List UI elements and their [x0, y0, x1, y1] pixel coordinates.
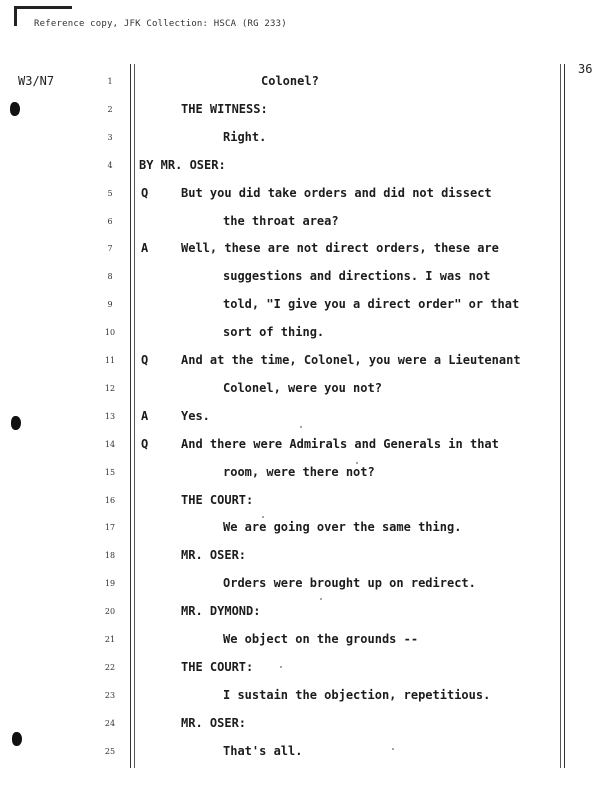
page-number: 36 [578, 62, 593, 76]
question-marker: Q [141, 185, 149, 200]
line-number: 23 [104, 690, 116, 700]
line-text: THE WITNESS: [181, 101, 268, 116]
scan-speck [262, 516, 264, 518]
line-number: 7 [107, 244, 113, 254]
line-text: BY MR. OSER: [139, 157, 226, 172]
line-text: That's all. [223, 743, 303, 758]
answer-marker: A [141, 241, 149, 256]
line-text: Colonel, were you not? [223, 380, 382, 395]
line-text: But you did take orders and did not dissect [181, 185, 492, 200]
line-number: 3 [107, 132, 113, 142]
scan-speck [280, 666, 282, 668]
crop-mark-horizontal [14, 6, 72, 9]
line-text: sort of thing. [223, 325, 325, 340]
line-text: I sustain the objection, repetitious. [223, 687, 491, 702]
line-text: suggestions and directions. I was not [223, 269, 491, 284]
line-text: MR. DYMOND: [181, 604, 261, 619]
hole-punch-mark [11, 416, 21, 430]
scan-speck [300, 426, 302, 428]
line-text: THE COURT: [181, 492, 254, 507]
line-number: 16 [104, 495, 116, 505]
line-number: 15 [104, 467, 116, 477]
line-text: We are going over the same thing. [223, 520, 462, 535]
line-number: 11 [104, 356, 116, 365]
hole-punch-mark [10, 102, 20, 116]
line-number: 4 [107, 160, 113, 170]
line-text: MR. OSER: [181, 548, 247, 563]
scan-speck [320, 598, 322, 600]
line-number: 21 [104, 635, 116, 644]
line-text: room, were there not? [223, 464, 375, 479]
answer-marker: A [141, 408, 149, 423]
line-text: Colonel? [261, 74, 319, 88]
line-number: 5 [107, 188, 113, 198]
question-marker: Q [141, 436, 149, 451]
line-number: 12 [104, 383, 116, 393]
line-number: 13 [104, 411, 116, 421]
line-number: 14 [104, 439, 116, 449]
line-text: told, "I give you a direct order" or that [223, 297, 520, 312]
document-id: W3/N7 [18, 74, 55, 88]
line-text: THE COURT: [181, 659, 254, 674]
line-number: 9 [107, 300, 113, 310]
line-text: And at the time, Colonel, you were a Lieutenant [181, 353, 521, 367]
scan-speck [356, 462, 358, 464]
reference-header: Reference copy, JFK Collection: HSCA (RG 233) [34, 19, 287, 29]
line-text: MR. OSER: [181, 715, 247, 730]
line-number: 6 [107, 216, 113, 226]
line-number: 19 [104, 579, 116, 589]
line-text: We object on the grounds -- [223, 632, 419, 646]
line-number: 8 [107, 272, 113, 282]
line-number: 17 [104, 523, 116, 533]
line-number: 20 [104, 607, 116, 617]
scan-speck [392, 748, 394, 750]
line-number: 10 [104, 328, 116, 338]
line-number: 1 [107, 77, 113, 86]
crop-mark-vertical [14, 6, 17, 26]
line-number: 25 [104, 746, 116, 756]
question-marker: Q [141, 353, 149, 367]
line-number: 18 [104, 551, 116, 561]
line-text: Yes. [181, 408, 210, 423]
line-text: And there were Admirals and Generals in that [181, 436, 499, 451]
line-text: the throat area? [223, 213, 339, 228]
line-number: 24 [104, 718, 116, 728]
line-number-column [100, 64, 128, 768]
line-text: Right. [223, 129, 267, 144]
line-text: Orders were brought up on redirect. [223, 576, 476, 591]
line-number: 22 [104, 662, 116, 672]
line-number: 2 [107, 104, 113, 114]
hole-punch-mark [12, 732, 22, 746]
transcript-frame [130, 64, 565, 768]
line-text: Well, these are not direct orders, these are [181, 241, 499, 256]
